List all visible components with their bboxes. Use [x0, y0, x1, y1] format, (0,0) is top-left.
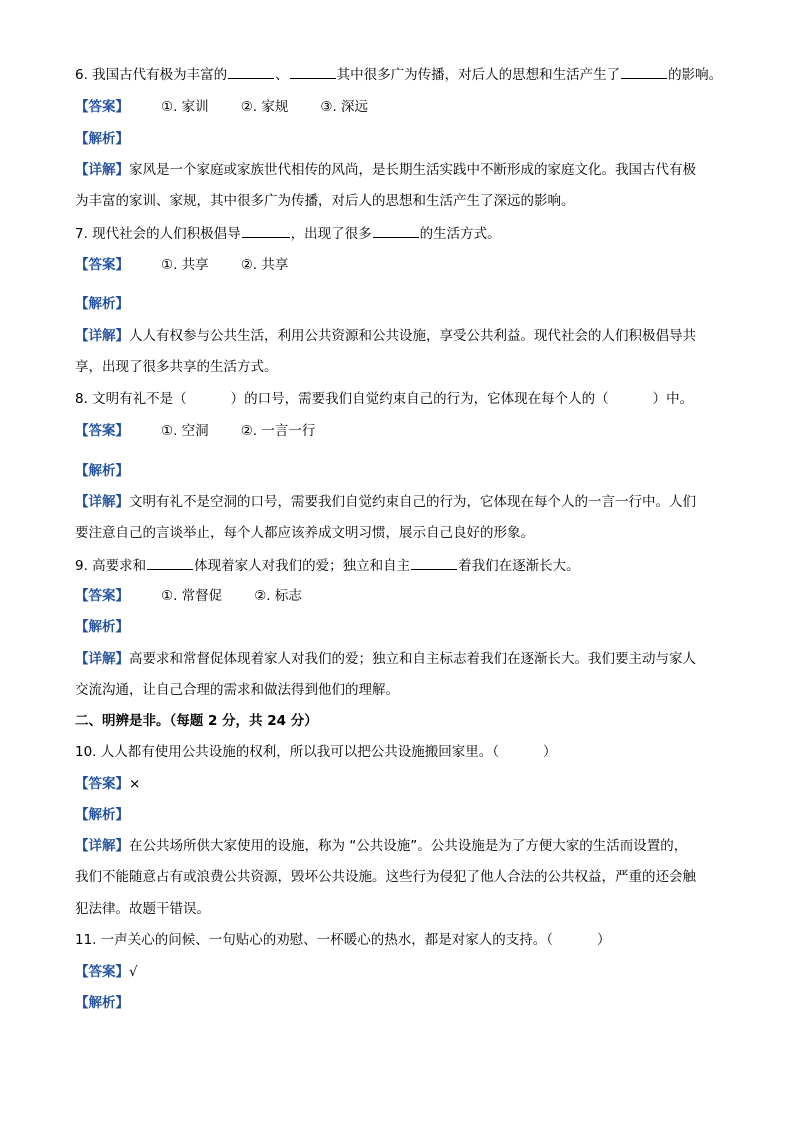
q8-analysis: 【解析】	[75, 463, 129, 479]
blank	[290, 64, 336, 79]
blank	[147, 555, 193, 570]
blank	[242, 223, 290, 238]
q11-analysis: 【解析】	[75, 995, 129, 1011]
q9-answer: 【答案】 ①. 常督促 ②. 标志	[75, 588, 302, 604]
q6-stem: 6. 我国古代有极为丰富的 、 其中很多广为传播，对后人的思想和生活产生了 的影响。	[75, 64, 722, 84]
q9-detail-line2: 交流沟通，让自己合理的需求和做法得到他们的理解。	[75, 682, 399, 698]
q6-detail-line2: 为丰富的家训、家规，其中很多广为传播，对后人的思想和生活产生了深远的影响。	[75, 193, 575, 209]
q7-analysis: 【解析】	[75, 296, 129, 312]
q9-stem: 9. 高要求和 体现着家人对我们的爱；独立和自主 着我们在逐渐长大。	[75, 555, 580, 575]
q8-detail-line1: 【详解】文明有礼不是空洞的口号，需要我们自觉约束自己的行为，它体现在每个人的一言一行中。人们	[75, 494, 696, 510]
blank	[228, 64, 274, 79]
q10-detail-line3: 犯法律。故题干错误。	[75, 901, 210, 917]
q8-stem: 8. 文明有礼不是（ ）的口号，需要我们自觉约束自己的行为，它体现在每个人的（ ）中。	[75, 391, 694, 407]
q8-answer: 【答案】 ①. 空洞 ②. 一言一行	[75, 423, 316, 439]
q7-detail-line2: 享，出现了很多共享的生活方式。	[75, 359, 278, 375]
q6-detail-line1: 【详解】家风是一个家庭或家族世代相传的风尚，是长期生活实践中不断形成的家庭文化。我国古代有极	[75, 162, 696, 178]
q10-detail-line1: 【详解】在公共场所供大家使用的设施，称为 “公共设施”。公共设施是为了方便大家的生活而设置的，	[75, 838, 688, 854]
q9-analysis: 【解析】	[75, 619, 129, 635]
q7-stem: 7. 现代社会的人们积极倡导 ，出现了很多 的生活方式。	[75, 223, 501, 243]
q6-answer: 【答案】 ①. 家训 ②. 家规 ③. 深远	[75, 99, 369, 115]
q7-detail-line1: 【详解】人人有权参与公共生活，利用公共资源和公共设施，享受公共利益。现代社会的人们积极倡导共	[75, 328, 696, 344]
q10-answer: 【答案】×	[75, 776, 141, 792]
q10-analysis: 【解析】	[75, 807, 129, 823]
q8-detail-line2: 要注意自己的言谈举止，每个人都应该养成文明习惯，展示自己良好的形象。	[75, 525, 534, 541]
q9-detail-line1: 【详解】高要求和常督促体现着家人对我们的爱；独立和自主标志着我们在逐渐长大。我们要主动与家人	[75, 651, 696, 667]
q11-stem: 11. 一声关心的问候、一句贴心的劝慰、一杯暖心的热水，都是对家人的支持。（ ）	[75, 932, 611, 948]
blank	[411, 555, 457, 570]
section-heading: 二、明辨是非。（每题 2 分，共 24 分）	[75, 713, 318, 729]
q11-answer: 【答案】√	[75, 964, 138, 980]
q10-stem: 10. 人人都有使用公共设施的权利，所以我可以把公共设施搬回家里。（ ）	[75, 744, 557, 760]
q7-answer: 【答案】 ①. 共享 ②. 共享	[75, 257, 289, 273]
q10-detail-line2: 我们不能随意占有或浪费公共资源，毁坏公共设施。这些行为侵犯了他人合法的公共权益，严重的还会触	[75, 869, 696, 885]
q6-analysis: 【解析】	[75, 131, 129, 147]
blank	[373, 223, 419, 238]
blank	[621, 64, 667, 79]
